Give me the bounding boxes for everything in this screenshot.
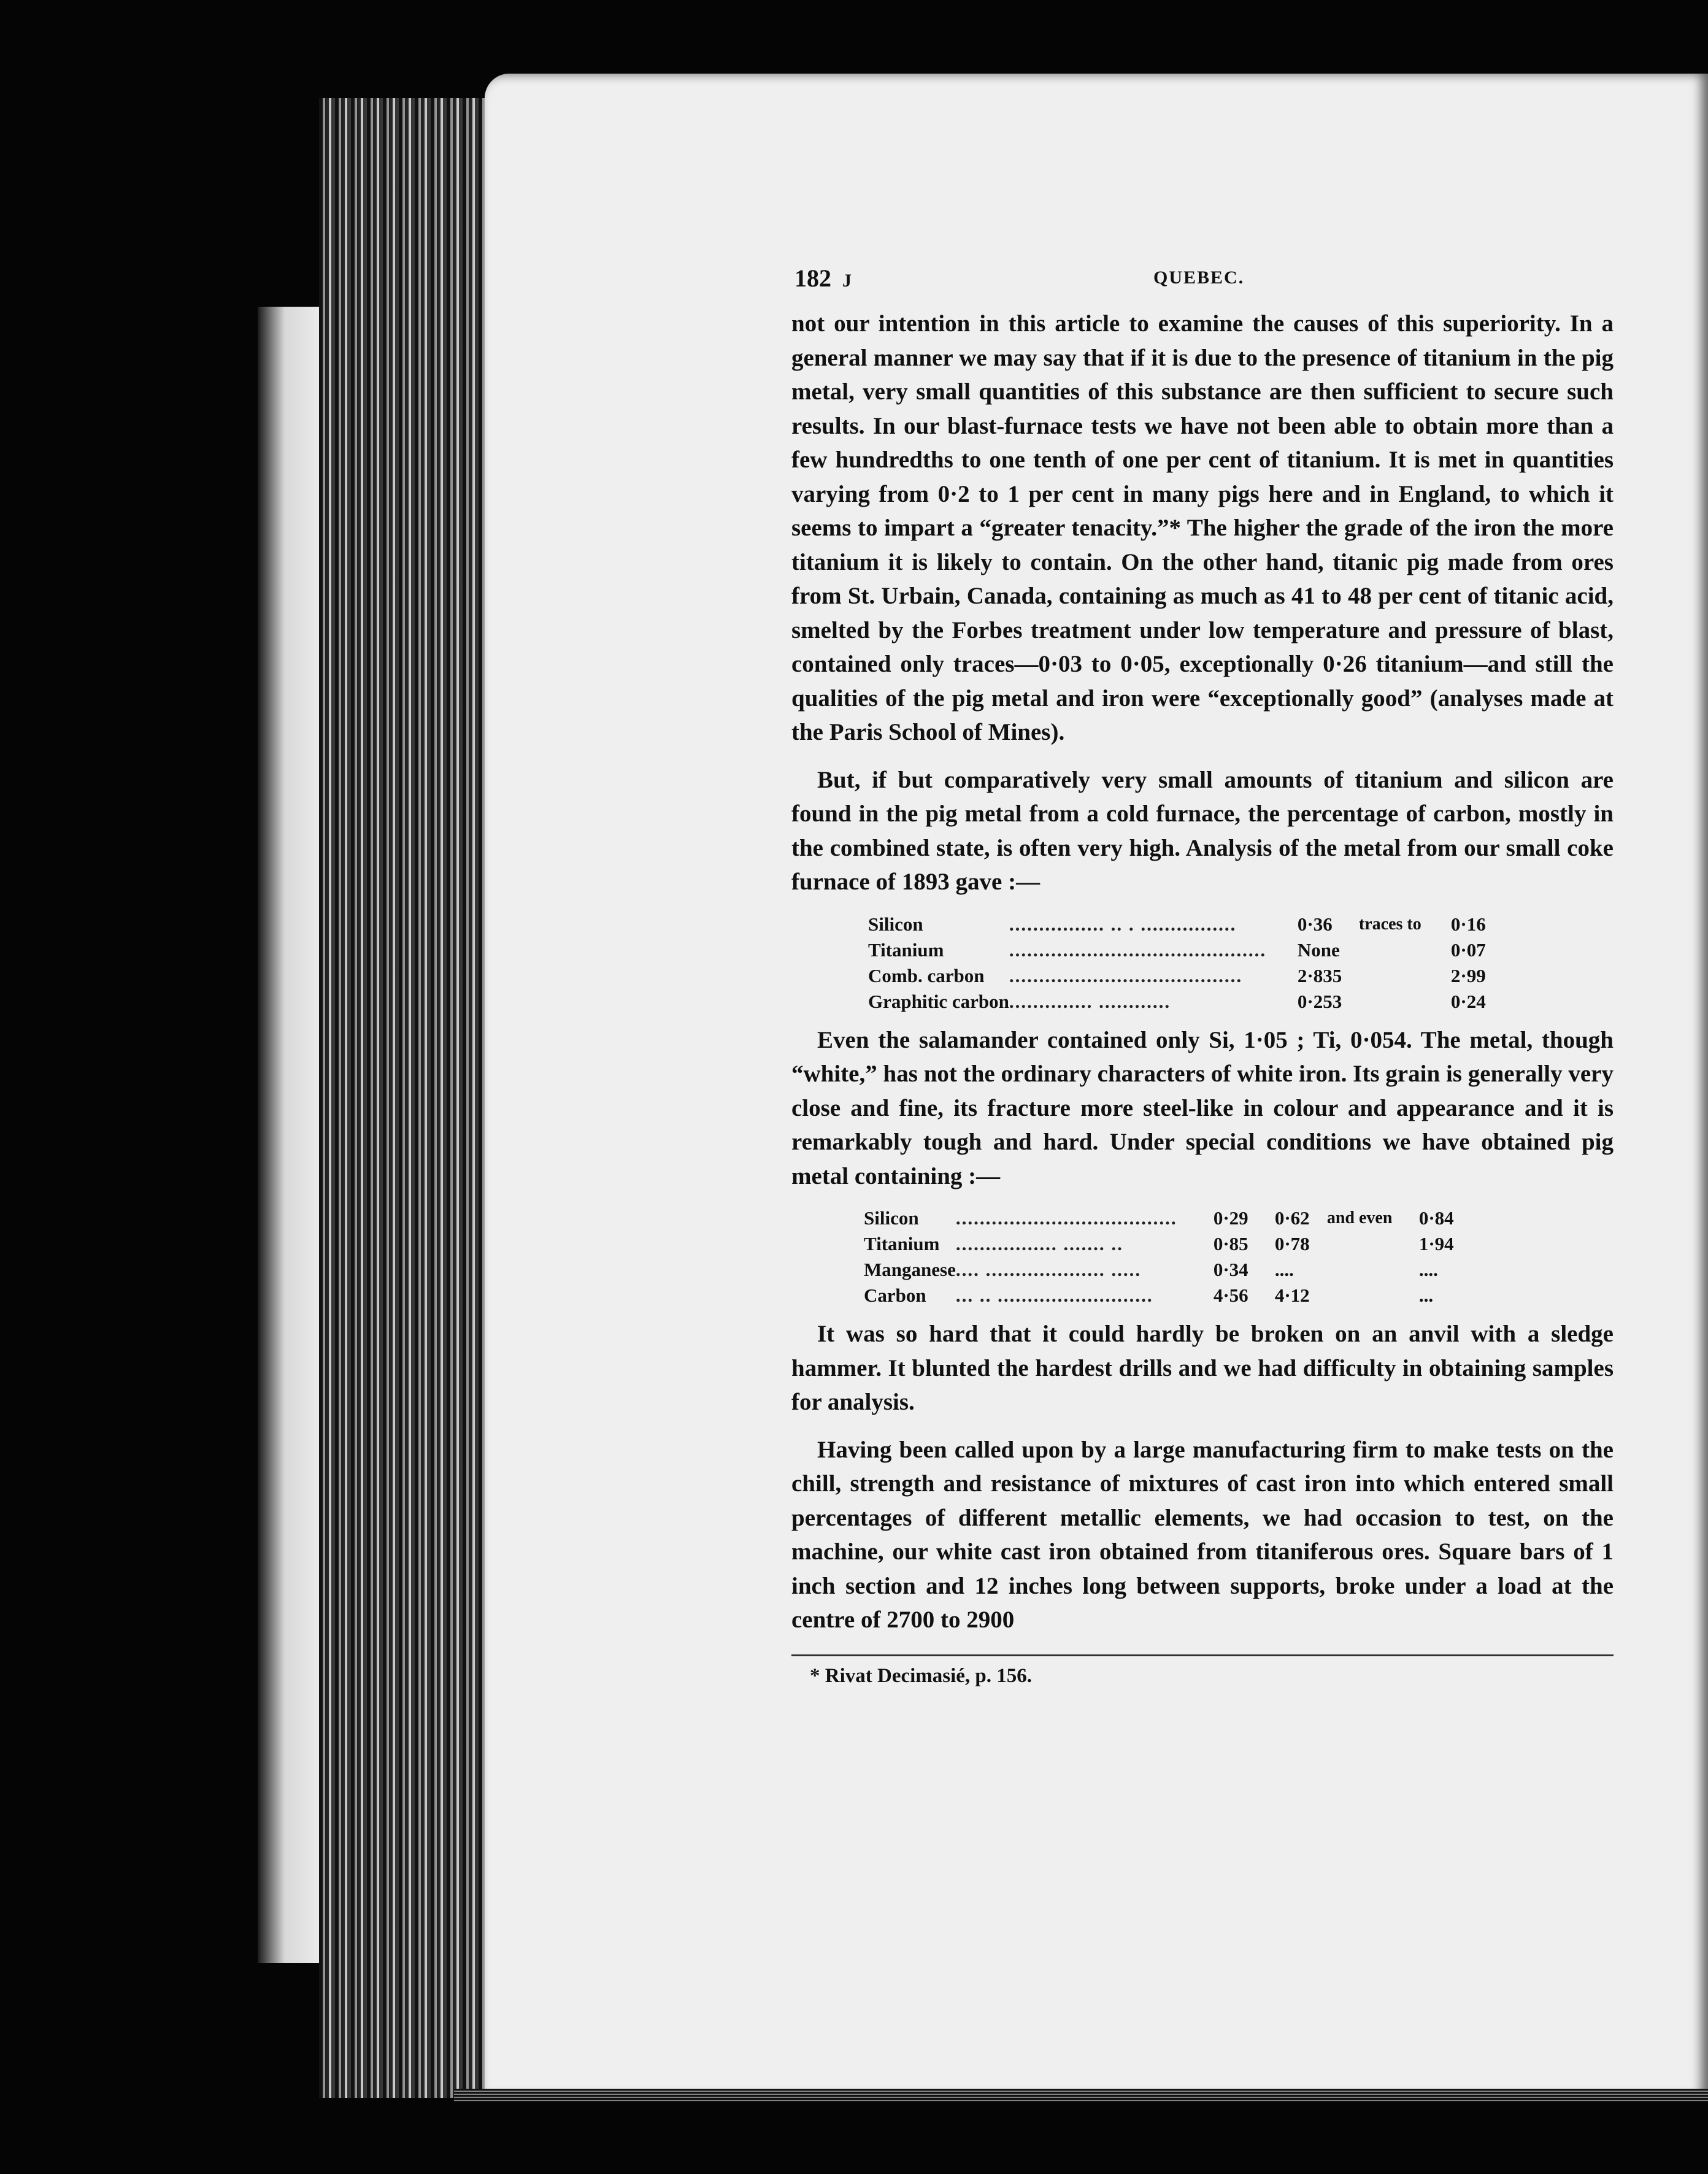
paragraph-4: It was so hard that it could hardly be broken on an anvil with a sledge hammer. It blunted the hardest drills and we had difficulty in obtaining samples for analysis. [791,1321,1614,1415]
paragraph-5: Having been called upon by a large manufacturing firm to make tests on the chill, strength and resistance of mixtures of cast iron into which entered small percentages of different metallic elements, we had occasion to test, on the machine, our white cast iron obtained from titaniferous ores. Square bars of 1 inch section and 12 inches long between supports, broke under a load at the centre of 2700 to 2900 [791,1436,1614,1633]
table-row: Titanium ................. ....... .. 0·85 0·78 1·94 [864,1231,1454,1257]
table-row: Manganese .... .................... ..... 0·34 .... .... [864,1257,1454,1283]
element-label: Silicon [864,1207,919,1229]
table-row: Graphitic carbon .............. ............ 0·253 0·24 [868,989,1486,1015]
paragraph-2: But, if but comparatively very small amounts of titanium and silicon are found in the pig metal from a cold furnace, the percentage of carbon, mostly in the combined state, is often very high. Analysis of the metal from our small coke furnace of 1893 gave :— [791,766,1614,895]
table-row: Carbon ... .. .......................... 4·56 4·12 ... [864,1283,1454,1308]
paragraph-1: not our intention in this article to examine the causes of this superiority. In a general manner we may say that if it is due to the presence of titanium in the pig metal, very small quantities of this substance are then sufficient to secure such results. In our blast-furnace tests we have not been able to obtain more than a few hundredths to one tenth of one per cent of titanium. It is met in quantities varying from 0·2 to 1 per cent in many pigs here and in England, to which it seems to impart a “greater tenacity.”* The higher the grade of the iron the more titanium it is likely to contain. On the other hand, titanic pig made from ores from St. Urbain, Canada, containing as much as 41 to 48 per cent of titanic acid, smelted by the Forbes treatment under low temperature and pressure of blast, contained only traces—0·03 to 0·05, exceptionally 0·26 titanium—and still the qualities of the pig metal and iron were “exceptionally good” (analyses made at the Paris School of Mines). [791,310,1614,745]
adjacent-page-edge [258,307,325,1963]
page-marker: J [842,271,852,291]
analysis-table-1893 [868,912,1486,1015]
table-row: Titanium ........................................... None 0·07 [868,937,1486,963]
book-page-edges [319,98,503,2098]
footnote: * Rivat Decimasié, p. 156. [810,1664,1033,1687]
element-label: Titanium [864,1233,940,1254]
footnote-rule [791,1654,1614,1656]
running-title: QUEBEC. [1153,267,1245,288]
running-head [791,258,1614,307]
table-row: Comb. carbon ....................................... 2·835 2·99 [868,963,1486,989]
element-label: Carbon [864,1285,926,1306]
element-label: Comb. carbon [868,964,985,986]
element-label: Titanium [868,939,944,961]
element-label: Graphitic carbon [868,990,1009,1012]
table-row: Silicon ..................................... 0·29 0·62 and even 0·84 [864,1205,1454,1231]
element-label: Silicon [868,913,923,935]
page-content [791,258,1614,1688]
paragraph-3: Even the salamander contained only Si, 1·05 ; Ti, 0·054. The metal, though “white,” has not the ordinary characters of white iron. Its grain is generally very close and fine, its fracture more steel-like in colour and appearance and it is remarkably tough and hard. Under special conditions we have obtained pig metal containing :— [791,1026,1614,1189]
table-row: Silicon ................ .. . ................ 0·36 traces to 0·16 [868,912,1486,937]
analysis-table-special [864,1205,1454,1308]
page-number: 182 J [794,264,852,292]
book-bottom-edge [454,2089,1708,2102]
element-label: Manganese [864,1259,956,1280]
